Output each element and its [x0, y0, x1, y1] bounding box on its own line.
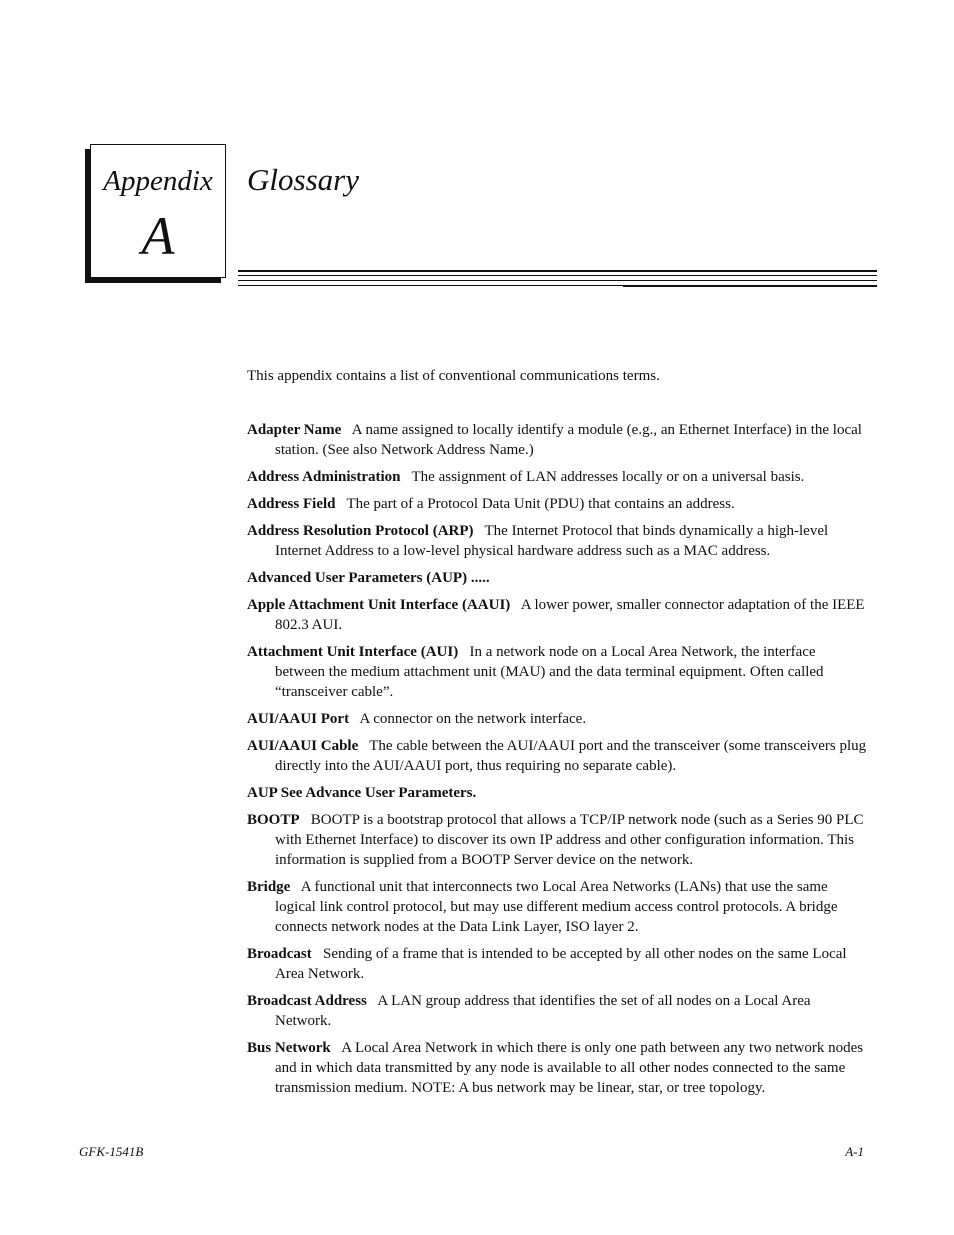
- glossary-definition: In a network node on a Local Area Network, the interface between the medium attachment unit (MAU) and the data terminal equipment. Often called “transceiver cable”.: [275, 644, 824, 700]
- glossary-definition: A Local Area Network in which there is only one path between any two network nodes and in which data transmitted by any node is available to all other nodes connected to the same transmission medium. NOTE: A bus network may be linear, star, or tree topology.: [275, 1040, 864, 1096]
- glossary-entry: [247, 991, 869, 1031]
- glossary-entry: [247, 810, 869, 870]
- glossary-term: Attachment Unit Interface (AUI): [247, 644, 459, 660]
- rule-line-1: [238, 270, 877, 272]
- glossary-term: Apple Attachment Unit Interface (AAUI): [247, 597, 511, 613]
- page-title: Glossary: [247, 162, 359, 197]
- glossary-definition: A lower power, smaller connector adaptation of the IEEE 802.3 AUI.: [275, 597, 865, 633]
- glossary-entry: [247, 467, 869, 487]
- glossary-term: Advanced User Parameters (AUP) .....: [247, 570, 490, 586]
- glossary-term: AUI/AAUI Cable: [247, 738, 359, 754]
- glossary-entry: [247, 521, 869, 561]
- page-number: A-1: [845, 1144, 864, 1159]
- glossary-definition: The part of a Protocol Data Unit (PDU) that contains an address.: [346, 496, 735, 512]
- glossary-entry: [247, 420, 869, 460]
- rule-line-5: [238, 285, 623, 286]
- glossary-definition: A name assigned to locally identify a module (e.g., an Ethernet Interface) in the local station. (See also Network Address Name.): [275, 422, 862, 458]
- rule-line-3: [238, 280, 877, 281]
- appendix-letter: A: [141, 206, 175, 266]
- glossary-definition: A functional unit that interconnects two Local Area Networks (LANs) that use the same logical link control protocol, but may use different medium access control protocols. A bridge connects network nodes at the Data Link Layer, ISO layer 2.: [275, 879, 838, 935]
- glossary-term: AUP See Advance User Parameters.: [247, 785, 477, 801]
- glossary-entry: [247, 709, 869, 729]
- glossary-definition: The cable between the AUI/AAUI port and the transceiver (some transceivers plug directly into the AUI/AAUI port, thus requiring no separate cable).: [275, 738, 867, 774]
- glossary-term: Address Resolution Protocol (ARP): [247, 523, 474, 539]
- glossary-entry: [247, 736, 869, 776]
- rule-line-4: [623, 285, 877, 287]
- glossary-term: Broadcast Address: [247, 993, 367, 1009]
- glossary-term: Address Field: [247, 496, 336, 512]
- glossary-entry: [247, 568, 869, 588]
- glossary-term: BOOTP: [247, 812, 300, 828]
- glossary-list: [247, 420, 869, 1105]
- appendix-word: Appendix: [103, 165, 213, 197]
- glossary-definition: The Internet Protocol that binds dynamically a high-level Internet Address to a low-level physical hardware address such as a MAC address.: [275, 523, 829, 559]
- glossary-entry: [247, 877, 869, 937]
- title-rules: [238, 270, 877, 288]
- glossary-definition: The assignment of LAN addresses locally or on a universal basis.: [411, 469, 805, 485]
- intro-paragraph: This appendix contains a list of conventional communications terms.: [247, 368, 660, 384]
- glossary-definition: A connector on the network interface.: [359, 711, 587, 727]
- glossary-term: Adapter Name: [247, 422, 342, 438]
- glossary-term: AUI/AAUI Port: [247, 711, 350, 727]
- glossary-entry: [247, 642, 869, 702]
- document-number: GFK-1541B: [79, 1144, 144, 1159]
- glossary-term: Bus Network: [247, 1040, 331, 1056]
- rule-line-2: [238, 275, 877, 276]
- glossary-definition: Sending of a frame that is intended to be accepted by all other nodes on the same Local Area Network.: [275, 946, 847, 982]
- glossary-entry: [247, 494, 869, 514]
- glossary-entry: [247, 1038, 869, 1098]
- glossary-definition: A LAN group address that identifies the set of all nodes on a Local Area Network.: [275, 993, 811, 1029]
- glossary-definition: BOOTP is a bootstrap protocol that allows a TCP/IP network node (such as a Series 90 PLC with Ethernet Interface) to discover its own IP address and other configuration information. This information is supplied from a BOOTP Server device on the network.: [275, 812, 864, 868]
- glossary-entry: [247, 595, 869, 635]
- glossary-term: Broadcast: [247, 946, 312, 962]
- glossary-entry: [247, 944, 869, 984]
- glossary-term: Bridge: [247, 879, 291, 895]
- glossary-term: Address Administration: [247, 469, 401, 485]
- glossary-entry: [247, 783, 869, 803]
- appendix-tab: [90, 144, 226, 278]
